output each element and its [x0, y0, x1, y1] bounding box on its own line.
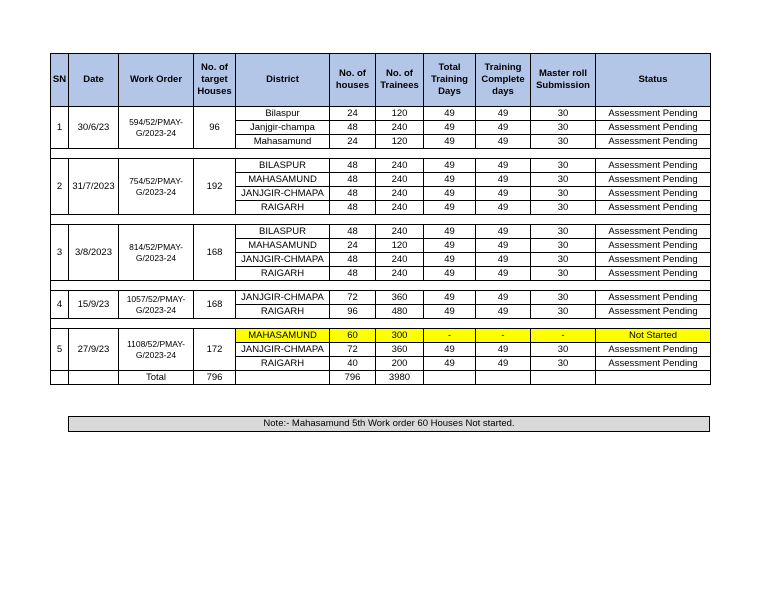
header-trainees: No. of Trainees	[376, 54, 424, 107]
master-roll-cell: 30	[531, 253, 596, 267]
spacer-cell	[51, 215, 711, 225]
total-days-cell: -	[424, 329, 476, 343]
header-date: Date	[69, 54, 119, 107]
houses-cell: 48	[330, 159, 376, 173]
date-cell: 15/9/23	[69, 291, 119, 319]
complete-days-cell: 49	[476, 239, 531, 253]
complete-days-cell: 49	[476, 225, 531, 239]
work-order-table	[50, 53, 711, 385]
complete-days-cell: 49	[476, 121, 531, 135]
status-cell: Assessment Pending	[596, 239, 711, 253]
total-row	[51, 371, 711, 385]
total-district-cell	[236, 371, 330, 385]
total-status-cell	[596, 371, 711, 385]
master-roll-cell: 30	[531, 291, 596, 305]
target-houses-cell: 96	[194, 107, 236, 149]
header-master-roll: Master roll Submission	[531, 54, 596, 107]
district-cell: RAIGARH	[236, 305, 330, 319]
table-row	[51, 329, 711, 343]
header-row	[51, 54, 711, 107]
total-roll-cell	[531, 371, 596, 385]
complete-days-cell: 49	[476, 253, 531, 267]
master-roll-cell: 30	[531, 201, 596, 215]
complete-days-cell: 49	[476, 135, 531, 149]
status-cell: Assessment Pending	[596, 187, 711, 201]
total-days-cell: 49	[424, 253, 476, 267]
work-order-cell: 754/52/PMAY-G/2023-24	[119, 159, 194, 215]
trainees-cell: 300	[376, 329, 424, 343]
status-cell: Assessment Pending	[596, 121, 711, 135]
trainees-cell: 480	[376, 305, 424, 319]
header-sn: SN	[51, 54, 69, 107]
sn-cell: 5	[51, 329, 69, 371]
date-cell: 3/8/2023	[69, 225, 119, 281]
complete-days-cell: 49	[476, 305, 531, 319]
status-cell: Assessment Pending	[596, 107, 711, 121]
complete-days-cell: 49	[476, 343, 531, 357]
target-houses-cell: 168	[194, 225, 236, 281]
header-status: Status	[596, 54, 711, 107]
complete-days-cell: -	[476, 329, 531, 343]
district-cell: RAIGARH	[236, 267, 330, 281]
district-cell: MAHASAMUND	[236, 329, 330, 343]
status-cell: Assessment Pending	[596, 159, 711, 173]
total-days-cell: 49	[424, 291, 476, 305]
trainees-cell: 120	[376, 107, 424, 121]
houses-cell: 48	[330, 267, 376, 281]
table-body	[51, 107, 711, 385]
status-cell: Assessment Pending	[596, 225, 711, 239]
district-cell: JANJGIR-CHMAPA	[236, 187, 330, 201]
master-roll-cell: 30	[531, 121, 596, 135]
houses-cell: 24	[330, 135, 376, 149]
master-roll-cell: 30	[531, 135, 596, 149]
table-row	[51, 107, 711, 121]
date-cell: 27/9/23	[69, 329, 119, 371]
work-order-cell: 594/52/PMAY-G/2023-24	[119, 107, 194, 149]
status-cell: Not Started	[596, 329, 711, 343]
date-cell: 30/6/23	[69, 107, 119, 149]
total-days-cell: 49	[424, 159, 476, 173]
total-days-cell: 49	[424, 305, 476, 319]
total-target: 796	[194, 371, 236, 385]
trainees-cell: 360	[376, 291, 424, 305]
total-days-cell: 49	[424, 135, 476, 149]
houses-cell: 72	[330, 343, 376, 357]
houses-cell: 48	[330, 201, 376, 215]
district-cell: Mahasamund	[236, 135, 330, 149]
district-cell: BILASPUR	[236, 159, 330, 173]
sn-cell: 1	[51, 107, 69, 149]
trainees-cell: 240	[376, 173, 424, 187]
status-cell: Assessment Pending	[596, 291, 711, 305]
master-roll-cell: 30	[531, 267, 596, 281]
spacer-cell	[51, 149, 711, 159]
master-roll-cell: 30	[531, 173, 596, 187]
trainees-cell: 240	[376, 225, 424, 239]
sn-cell: 4	[51, 291, 69, 319]
status-cell: Assessment Pending	[596, 343, 711, 357]
houses-cell: 96	[330, 305, 376, 319]
status-cell: Assessment Pending	[596, 135, 711, 149]
district-cell: Bilaspur	[236, 107, 330, 121]
master-roll-cell: 30	[531, 107, 596, 121]
trainees-cell: 360	[376, 343, 424, 357]
total-days-cell: 49	[424, 357, 476, 371]
target-houses-cell: 192	[194, 159, 236, 215]
total-days-cell: 49	[424, 121, 476, 135]
trainees-cell: 240	[376, 121, 424, 135]
sn-cell: 2	[51, 159, 69, 215]
master-roll-cell: 30	[531, 159, 596, 173]
header-work-order: Work Order	[119, 54, 194, 107]
group-spacer	[51, 215, 711, 225]
houses-cell: 24	[330, 239, 376, 253]
trainees-cell: 120	[376, 239, 424, 253]
trainees-cell: 240	[376, 201, 424, 215]
master-roll-cell: 30	[531, 343, 596, 357]
district-cell: Janjgir-champa	[236, 121, 330, 135]
total-days-cell: 49	[424, 225, 476, 239]
total-sn-cell	[51, 371, 69, 385]
status-cell: Assessment Pending	[596, 267, 711, 281]
houses-cell: 48	[330, 253, 376, 267]
houses-cell: 48	[330, 173, 376, 187]
trainees-cell: 200	[376, 357, 424, 371]
group-spacer	[51, 281, 711, 291]
group-spacer	[51, 319, 711, 329]
district-cell: BILASPUR	[236, 225, 330, 239]
district-cell: JANJGIR-CHMAPA	[236, 253, 330, 267]
complete-days-cell: 49	[476, 201, 531, 215]
work-order-cell: 1057/52/PMAY-G/2023-24	[119, 291, 194, 319]
total-trainees: 3980	[376, 371, 424, 385]
trainees-cell: 120	[376, 135, 424, 149]
houses-cell: 60	[330, 329, 376, 343]
status-cell: Assessment Pending	[596, 173, 711, 187]
master-roll-cell: 30	[531, 225, 596, 239]
header-total-days: Total Training Days	[424, 54, 476, 107]
houses-cell: 48	[330, 121, 376, 135]
master-roll-cell: 30	[531, 239, 596, 253]
total-days-cell: 49	[424, 343, 476, 357]
master-roll-cell: 30	[531, 187, 596, 201]
houses-cell: 48	[330, 187, 376, 201]
note-banner: Note:- Mahasamund 5th Work order 60 Houses Not started.	[68, 416, 710, 432]
header-target-houses: No. of target Houses	[194, 54, 236, 107]
total-days-cell: 49	[424, 239, 476, 253]
total-days-cell: 49	[424, 173, 476, 187]
master-roll-cell: -	[531, 329, 596, 343]
date-cell: 31/7/2023	[69, 159, 119, 215]
complete-days-cell: 49	[476, 107, 531, 121]
total-days-cell: 49	[424, 267, 476, 281]
complete-days-cell: 49	[476, 159, 531, 173]
complete-days-cell: 49	[476, 187, 531, 201]
spacer-cell	[51, 281, 711, 291]
work-order-cell: 814/52/PMAY-G/2023-24	[119, 225, 194, 281]
total-days-cell: 49	[424, 201, 476, 215]
total-label: Total	[119, 371, 194, 385]
group-spacer	[51, 149, 711, 159]
status-cell: Assessment Pending	[596, 253, 711, 267]
table-row	[51, 291, 711, 305]
houses-cell: 40	[330, 357, 376, 371]
target-houses-cell: 172	[194, 329, 236, 371]
status-cell: Assessment Pending	[596, 201, 711, 215]
district-cell: MAHASAMUND	[236, 173, 330, 187]
houses-cell: 72	[330, 291, 376, 305]
complete-days-cell: 49	[476, 291, 531, 305]
district-cell: JANJGIR-CHMAPA	[236, 291, 330, 305]
total-days-cell	[424, 371, 476, 385]
total-days-cell: 49	[424, 187, 476, 201]
houses-cell: 48	[330, 225, 376, 239]
district-cell: MAHASAMUND	[236, 239, 330, 253]
table-row	[51, 225, 711, 239]
trainees-cell: 240	[376, 267, 424, 281]
target-houses-cell: 168	[194, 291, 236, 319]
total-date-cell	[69, 371, 119, 385]
spacer-cell	[51, 319, 711, 329]
district-cell: RAIGARH	[236, 201, 330, 215]
total-houses: 796	[330, 371, 376, 385]
complete-days-cell: 49	[476, 173, 531, 187]
status-cell: Assessment Pending	[596, 357, 711, 371]
trainees-cell: 240	[376, 159, 424, 173]
district-cell: JANJGIR-CHMAPA	[236, 343, 330, 357]
complete-days-cell: 49	[476, 357, 531, 371]
trainees-cell: 240	[376, 187, 424, 201]
table-row	[51, 159, 711, 173]
header-houses: No. of houses	[330, 54, 376, 107]
header-district: District	[236, 54, 330, 107]
header-complete-days: Training Complete days	[476, 54, 531, 107]
work-order-cell: 1108/52/PMAY-G/2023-24	[119, 329, 194, 371]
master-roll-cell: 30	[531, 305, 596, 319]
houses-cell: 24	[330, 107, 376, 121]
sn-cell: 3	[51, 225, 69, 281]
status-cell: Assessment Pending	[596, 305, 711, 319]
complete-days-cell: 49	[476, 267, 531, 281]
district-cell: RAIGARH	[236, 357, 330, 371]
trainees-cell: 240	[376, 253, 424, 267]
total-complete-cell	[476, 371, 531, 385]
total-days-cell: 49	[424, 107, 476, 121]
master-roll-cell: 30	[531, 357, 596, 371]
